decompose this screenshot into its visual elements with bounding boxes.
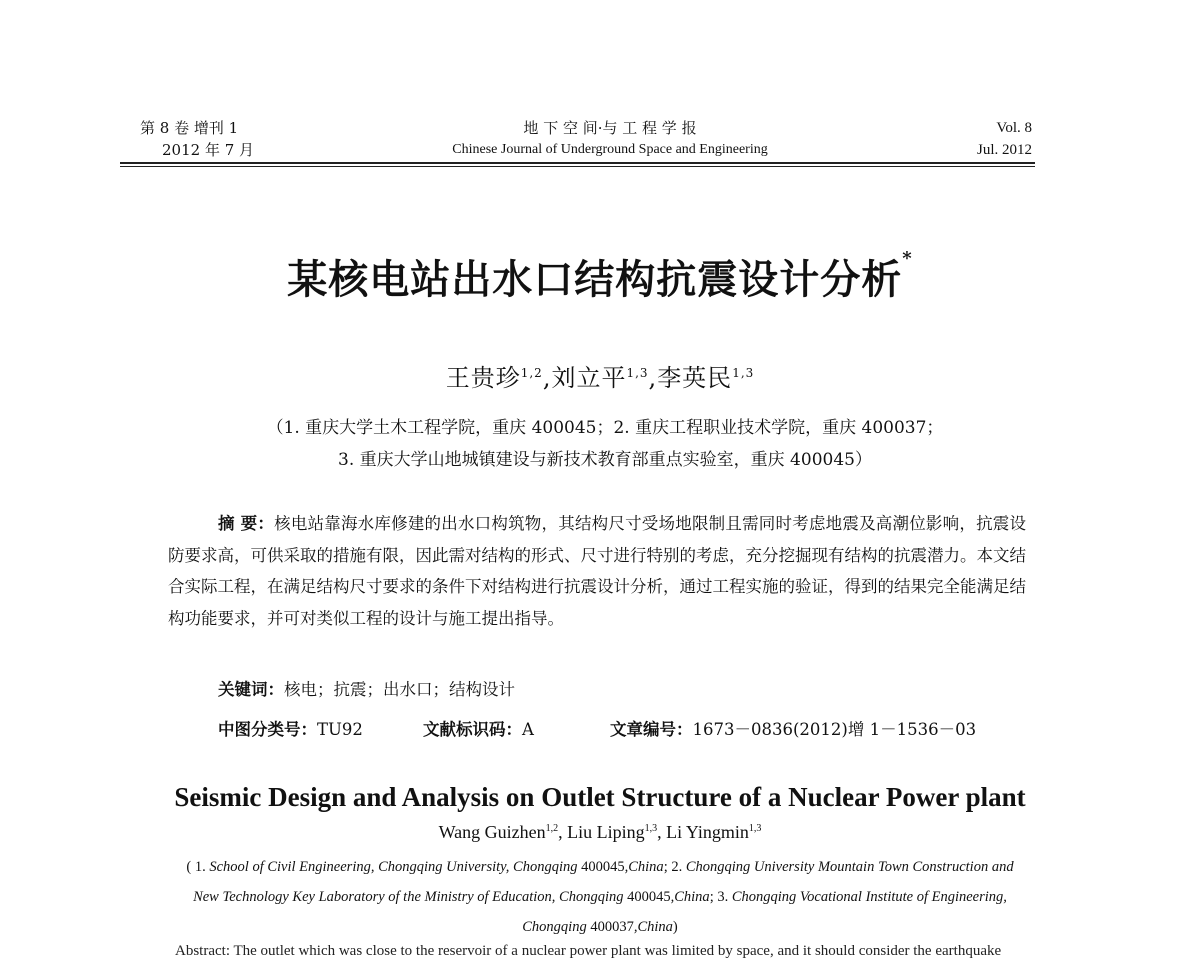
affiliation-line: 3. 重庆大学山地城镇建设与新技术教育部重点实验室，重庆 400045） bbox=[338, 450, 872, 470]
header-volume: 第 8 卷 增刊 1 bbox=[140, 119, 239, 137]
author-separator: , bbox=[558, 822, 563, 842]
author-name: 王贵珍 bbox=[445, 364, 521, 392]
affil-country: ,China bbox=[633, 919, 673, 935]
author-affiliation-mark: 1,2 bbox=[520, 366, 543, 380]
author-affiliation-mark: 1,3 bbox=[644, 823, 658, 834]
header-date-cn: 2012 年 7 月 bbox=[162, 141, 255, 159]
clc-label: 中图分类号： bbox=[218, 720, 317, 739]
author-affiliation-mark: 1,3 bbox=[626, 366, 649, 380]
author-name: 刘立平 bbox=[551, 364, 627, 392]
clc-value: TU92 bbox=[317, 720, 363, 739]
journal-name-en: Chinese Journal of Underground Space and Engineering bbox=[452, 142, 768, 157]
author-separator: , bbox=[657, 822, 662, 842]
abstract-en-partial: Abstract: The outlet which was close to the reservoir of a nuclear power plant was limited by space, and it should consider the earthquake bbox=[175, 943, 1002, 958]
author-affiliation-mark: 1,3 bbox=[748, 823, 762, 834]
affil-number: ; 3. bbox=[709, 889, 732, 905]
author-name-en: Li Yingmin bbox=[666, 822, 749, 842]
author-name-en: Liu Liping bbox=[567, 822, 645, 842]
affil-paren-close: ) bbox=[672, 919, 678, 935]
paper-title-en: Seismic Design and Analysis on Outlet Structure of a Nuclear Power plant bbox=[174, 782, 1026, 812]
header-date-en: Jul. 2012 bbox=[976, 142, 1032, 158]
header-rule-thin bbox=[120, 166, 1035, 167]
author-separator: , bbox=[648, 364, 658, 392]
abstract-text: 核电站靠海水库修建的出水口构筑物，其结构尺寸受场地限制且需同时考虑地震及高潮位影响，抗震设防要求高，可供采取的措施有限，因此需对结构的形式、尺寸进行特别的考虑，充分挖掘现有结构的抗震潜力。本文结合实际工程，在满足结构尺寸要求的条件下对结构进行抗震设计分析，通过工程实施的验证，得到的结果完全能满足结构功能要求，并可对类似工程的设计与施工提出指导。 bbox=[168, 514, 1027, 628]
affil-text: Chongqing Vocational Institute of Engineering, Chongqing bbox=[522, 889, 1007, 935]
header-vol-en bbox=[977, 117, 1032, 161]
authors-en bbox=[0, 822, 1200, 843]
article-number bbox=[610, 718, 976, 742]
affil-zip: 400037 bbox=[590, 919, 634, 935]
author-affiliation-mark: 1,2 bbox=[545, 823, 559, 834]
header-journal bbox=[400, 117, 820, 161]
journal-name-cn: 地 下 空 间·与 工 程 学 报 bbox=[523, 119, 697, 137]
affil-paren-open: ( bbox=[186, 859, 192, 875]
keywords-text: 核电；抗震；出水口；结构设计 bbox=[284, 680, 515, 699]
header-volume-info bbox=[140, 117, 254, 161]
author-name: 李英民 bbox=[657, 364, 733, 392]
affiliation-line: （1. 重庆大学土木工程学院，重庆 400045；2. 重庆工程职业技术学院，重庆 400037； bbox=[266, 418, 944, 438]
abstract-cn bbox=[168, 508, 1026, 634]
header-vol: Vol. 8 bbox=[996, 120, 1032, 136]
affil-text: School of Civil Engineering, Chongqing University, Chongqing bbox=[209, 859, 582, 875]
affil-number: 1. bbox=[191, 859, 210, 875]
keywords-label: 关键词： bbox=[218, 680, 284, 699]
authors-cn bbox=[0, 358, 1200, 393]
title-text: 某核电站出水口结构抗震设计分析 bbox=[287, 256, 903, 303]
paper-title-cn bbox=[0, 248, 1200, 305]
abstract-label: 摘 要： bbox=[218, 514, 275, 533]
keywords-cn bbox=[218, 678, 1018, 702]
article-label: 文章编号： bbox=[610, 720, 693, 739]
title-footnote-mark: * bbox=[902, 248, 913, 269]
affil-number: ; 2. bbox=[663, 859, 686, 875]
doc-value: A bbox=[522, 720, 534, 739]
affil-country: ,China bbox=[670, 889, 710, 905]
affil-zip: 400045 bbox=[627, 889, 671, 905]
header-rule-thick bbox=[120, 162, 1035, 164]
doc-label: 文献标识码： bbox=[423, 720, 522, 739]
author-separator: , bbox=[542, 364, 552, 392]
affiliations-en bbox=[180, 852, 1020, 942]
author-affiliation-mark: 1,3 bbox=[732, 366, 755, 380]
affil-zip: 400045 bbox=[581, 859, 625, 875]
affil-text: Chongqing University Mountain Town Construction and New Technology Key Laboratory of the Ministry of Education, Chongqing bbox=[193, 859, 1014, 905]
doc-code bbox=[423, 718, 534, 742]
affiliations-cn bbox=[180, 412, 1030, 476]
affil-country: ,China bbox=[624, 859, 664, 875]
clc-number bbox=[218, 718, 363, 742]
author-name-en: Wang Guizhen bbox=[438, 822, 546, 842]
article-value: 1673－0836(2012)增 1－1536－03 bbox=[692, 720, 977, 739]
